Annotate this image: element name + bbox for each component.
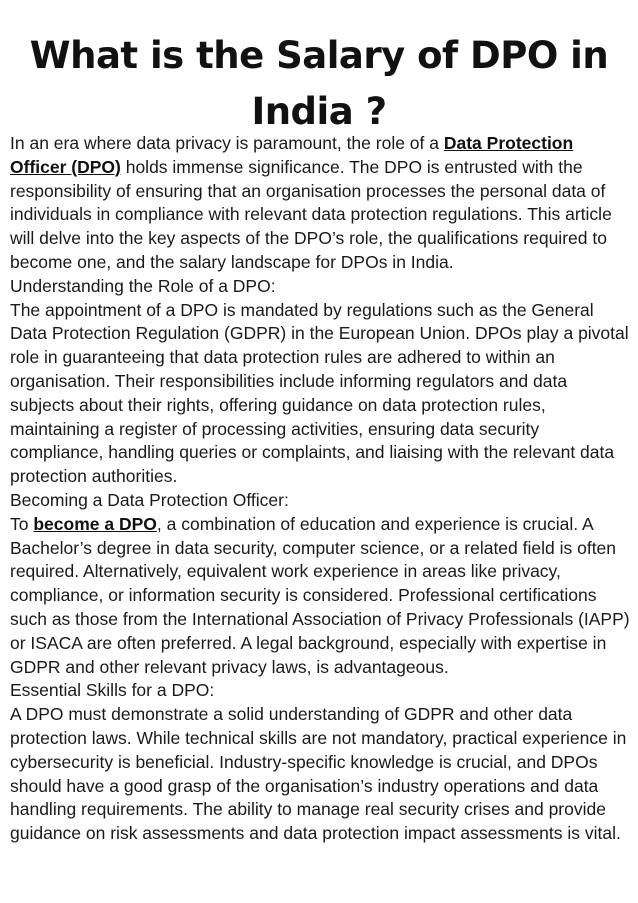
- article-body: [10, 132, 630, 846]
- becoming-paragraph: [10, 513, 630, 680]
- title-line-1: What is the Salary of DPO in: [29, 34, 609, 77]
- role-paragraph: The appointment of a DPO is mandated by regulations such as the General Data Protection Regulation (GDPR) in the European Union. DPOs play a pivotal role in guaranteeing that data protection rules are adhered to within an organisation. Their responsibilities include informing regulators and data subjects about their rights, offering guidance on data protection rules, maintaining a register of processing activities, ensuring data security compliance, handling queries or complaints, and liaising with the relevant data protection authorities.: [10, 299, 629, 487]
- section-heading-skills: Essential Skills for a DPO:: [10, 680, 215, 701]
- become-dpo-link[interactable]: become a DPO: [33, 513, 157, 534]
- title-line-2: India ?: [251, 90, 387, 133]
- skills-paragraph: A DPO must demonstrate a solid understanding of GDPR and other data protection laws. While technical skills are not mandatory, practical experience in cybersecurity is beneficial. Industry-specific knowledge is crucial, and DPOs should have a good grasp of the organisation’s industry operations and data handling requirements. The ability to manage real security crises and provide guidance on risk assessments and data protection impact assessments is vital.: [10, 704, 627, 844]
- becoming-text-start: To: [10, 513, 34, 534]
- intro-text-end: holds immense significance. The DPO is entrusted with the responsibility of ensuring that an organisation processes the personal data of individuals in compliance with relevant data protection regulations. This article will delve into the key aspects of the DPO’s role, the qualifications required to become one, and the salary landscape for DPOs in India.: [10, 156, 612, 272]
- section-heading-role: Understanding the Role of a DPO:: [10, 275, 276, 296]
- dpo-link[interactable]: Data Protection Officer (DPO): [10, 133, 574, 177]
- section-heading-becoming: Becoming a Data Protection Officer:: [10, 489, 289, 510]
- intro-text-start: In an era where data privacy is paramount, the role of a: [10, 133, 444, 153]
- intro-paragraph: [10, 132, 630, 275]
- becoming-text-end: , a combination of education and experience is crucial. A Bachelor’s degree in data security, computer science, or a related field is often required. Alternatively, equivalent work experience in areas like privacy, compliance, or information security is considered. Professional certifications such as those from the International Association of Privacy Professionals (IAPP) or ISACA are often preferred. A legal background, especially with expertise in GDPR and other relevant privacy laws, is advantageous.: [10, 513, 630, 677]
- page-title: [0, 28, 638, 140]
